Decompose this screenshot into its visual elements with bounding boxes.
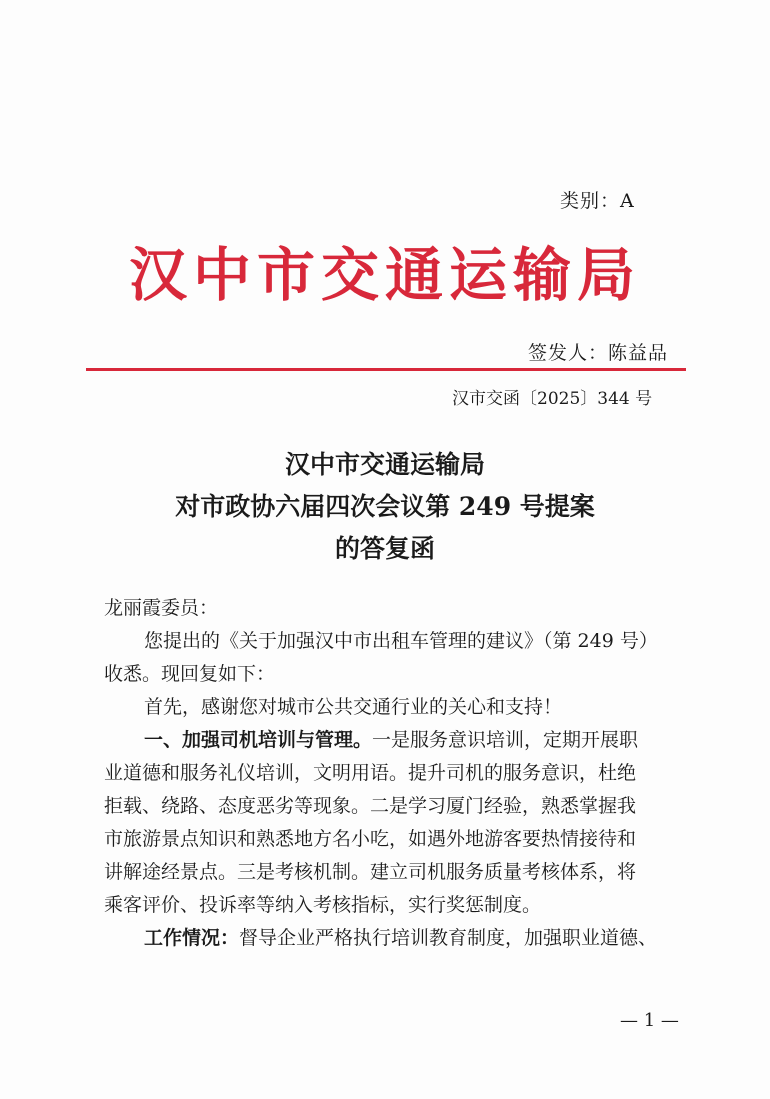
document-body	[104, 592, 694, 955]
title-line-2: 对市政协六届四次会议第 249 号提案	[175, 492, 595, 521]
title-line-3: 的答复函	[334, 534, 435, 563]
paragraph-line: 业道德和服务礼仪培训，文明用语。提升司机的服务意识，杜绝	[104, 762, 637, 784]
section-1-heading: 一、加强司机培训与管理。	[144, 729, 373, 751]
document-number: 汉市交函〔2025〕344 号	[452, 389, 653, 409]
paragraph-line: 首先，感谢您对城市公共交通行业的关心和支持！	[144, 696, 563, 718]
red-divider	[86, 368, 686, 371]
signer-label: 签发人：陈益品	[528, 342, 669, 364]
paragraph-line: 收悉。现回复如下：	[104, 663, 276, 685]
paragraph-line: 乘客评价、投诉率等纳入考核指标，实行奖惩制度。	[104, 894, 542, 916]
salutation: 龙丽霞委员：	[104, 597, 219, 619]
paragraph-line: 您提出的《关于加强汉中市出租车管理的建议》（第 249 号）	[144, 630, 658, 652]
category-label: 类别：A	[560, 190, 635, 212]
work-status-label: 工作情况：	[144, 927, 240, 949]
page-number: — 1 —	[620, 1010, 679, 1031]
work-status-line	[104, 922, 694, 955]
title-line-1: 汉中市交通运输局	[284, 450, 485, 479]
paragraph-line: 拒载、绕路、态度恶劣等现象。二是学习厦门经验，熟悉掌握我	[104, 795, 637, 817]
paragraph-text: 督导企业严格执行培训教育制度，加强职业道德、	[239, 927, 658, 949]
paragraph-text: 一是服务意识培训，定期开展职	[372, 729, 639, 751]
section-1-first-line	[104, 724, 694, 757]
paragraph-line: 讲解途经景点。三是考核机制。建立司机服务质量考核体系，将	[104, 861, 637, 883]
document-title	[0, 444, 770, 570]
paragraph-line: 市旅游景点知识和熟悉地方名小吃，如遇外地游客要热情接待和	[104, 828, 637, 850]
organization-header: 汉中市交通运输局	[128, 241, 641, 309]
